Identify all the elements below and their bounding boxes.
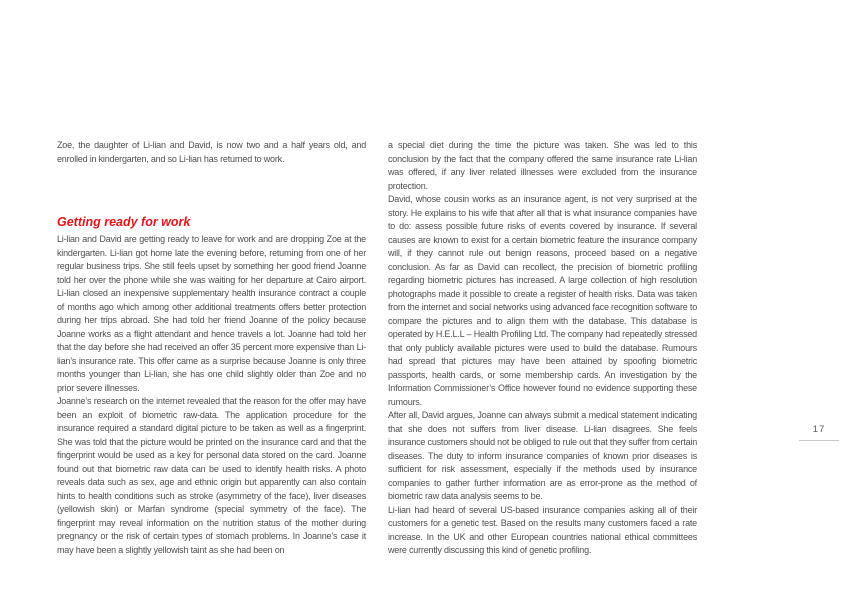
body-paragraph: Joanne’s research on the internet revealed that the reason for the offer may have been an exploit of biometric raw-data. The application procedure for the insurance required a standard digital picture to be taken as well as a fingerprint. She was told that the picture would be printed on the insurance card and that the fingerprint would be used as a key for personal data stored on the card. Joanne found out that biometric raw data can be used to identify health risks. A photo reveals data such as sex, age and ethnic origin but apparently can also contain hints to health conditions such as stroke (asymmetry of the face), liver diseases (yellowish skin) or Marfan syndrome (special symmetry of the face). The fingerprint may reveal information on the nutrition status of the mother during pregnancy or the risk of certain types of stomach problems. In Joanne’s case it may have been a slightly yellowish taint as she had been on [57,396,366,555]
section-heading: Getting ready for work [57,215,191,229]
body-paragraph: Li-lian had heard of several US-based insurance companies asking all of their customers for a genetic test. Based on the results many customers faced a rate increase. In the UK and other European countries national ethical committees were currently discussing this kind of genetic profiling. [388,504,697,555]
intro-paragraph: Zoe, the daughter of Li-lian and David, is now two and a half years old, and enrolled in kindergarten, and so Li-lian has returned to work. [57,140,366,164]
body-paragraph: David, whose cousin works as an insurance agent, is not very surprised at the story. He explains to his wife that after all that is what insurance companies have to do: assess possible future risks of events covered by insurance. If several causes are known to exist for a certain biometric feature the insurance company will, if they cannot rule out benign reasons, proceed based on a negative conclusion. As far as David can recollect, the precision of biometric profiling regarding biometric pictures has increased. A large collection of high resolution photographs made it possible to create a register of health risks. Data was taken from the internet and social networks using advanced face recognition software to compare the pictures and to align them with the database. This database is operated by H.E.L.L – Health Profiling Ltd. The company had repeatedly stressed that only publicly available pictures were used to build the database. Rumours had spread that pictures may have been attained by spoofing biometric passports, health cards, or some membership cards. An investigation by the Information Commissioner’s Office however found no evidence supporting these rumours. [388,194,697,407]
body-paragraph: Li-lian and David are getting ready to leave for work and are dropping Zoe at the kindergarten. Li-lian got home late the evening before, returning from one of her regular business trips. She still feels upset by something her good friend Joanne told her over the phone while she was waiting for her departure at Cairo airport. Li-lian closed an inexpensive supplementary health insurance contract a couple of months ago which among other additional treatments offers better protection during her trips abroad. She had told her friend Joanne of the policy because Joanne works as a flight attendant and hence travels a lot. Joanne had told her that the day before she had received an offer 35 percent more expensive than Li-lian’s insurance rate. This offer came as a surprise because Joanne is only three months younger than Li-lian, she has one child slightly older than Zoe and no prior severe illnesses. [57,234,366,393]
right-column [388,139,697,558]
page-number [799,424,839,441]
left-column [57,139,366,557]
body-paragraph: After all, David argues, Joanne can always submit a medical statement indicating that she does not suffers from liver disease. Li-lian disagrees. She feels insurance customers should not be obliged to rule out that they suffer from certain diseases. The duty to inform insurance companies of known prior diseases is sufficient for risk assessment, especially if the methods used by insurance companies to gather further information are as error-prone as the method of biometric raw data analysis seems to be. [388,410,697,501]
page-number-label: 17 [812,424,826,435]
body-paragraph: a special diet during the time the picture was taken. She was led to this conclusion by the fact that the company offered the same insurance rate Li-lian was offered, if any liver related illnesses were excluded from the insurance protection. [388,140,697,191]
